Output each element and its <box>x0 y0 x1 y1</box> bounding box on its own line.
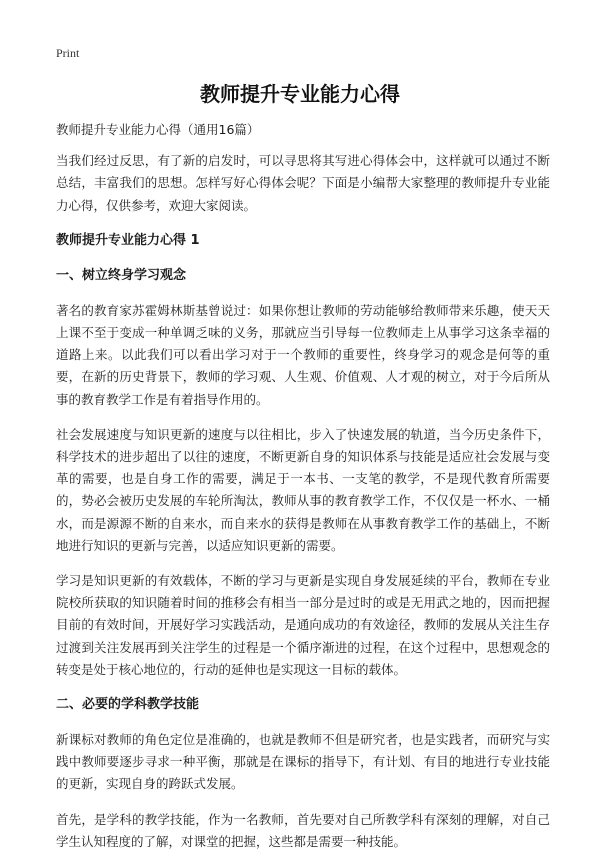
body-paragraph: 社会发展速度与知识更新的速度与以往相比，步入了快速发展的轨道，当今历史条件下，科学技术的进步超出了以往的速度，不断更新自身的知识体系与技能是适应社会发展与变革的需要，也是自身工作的需要，满足于一本书、一支笔的教学，不是现代教育所需要的，势必会被历史发展的车轮所淘汰，教师从事的教育教学工作，不仅仅是一杯水、一桶水，而是源源不断的自来水，而自来水的获得是教师在从事教育教学工作的基础上，不断地进行知识的更新与完善，以适应知识更新的需要。 <box>56 426 550 553</box>
intro-paragraph: 当我们经过反思，有了新的启发时，可以寻思将其写进心得体会中，这样就可以通过不断总结，丰富我们的思想。怎样写好心得体会呢？下面是小编帮大家整理的教师提升专业能力心得，仅供参考，欢迎大家阅读。 <box>56 153 550 213</box>
print-link[interactable]: Print <box>56 46 80 60</box>
section-heading: 二、必要的学科教学技能 <box>56 697 200 713</box>
article-heading: 教师提升专业能力心得 1 <box>56 232 200 248</box>
body-paragraph: 首先，是学科的教学技能，作为一名教师，首先要对自己所教学科有深刻的理解，对自己学生认知程度的了解，对课堂的把握，这些都是需要一种技能。 <box>56 811 550 849</box>
article-subtitle: 教师提升专业能力心得（通用16篇） <box>56 122 260 137</box>
body-paragraph: 学习是知识更新的有效载体，不断的学习与更新是实现自身发展延续的平台，教师在专业院校所获取的知识随着时间的推移会有相当一部分是过时的或是无用武之地的，因而把握目前的有效时间，开展好学习实践活动，是通向成功的有效途径，教师的发展从关注生存过渡到关注发展再到关注学生的过程是一个循序渐进的过程，在这个过程中，思想观念的转变是处于核心地位的，行动的延伸也是实现这一目标的载体。 <box>56 573 550 677</box>
body-paragraph: 新课标对教师的角色定位是准确的，也就是教师不但是研究者，也是实践者，而研究与实践中教师要逐步寻求一种平衡，那就是在课标的指导下，有计划、有目的地进行专业技能的更新，实现自身的跨跃式发展。 <box>56 732 550 792</box>
section-heading: 一、树立终身学习观念 <box>56 267 187 283</box>
page-title: 教师提升专业能力心得 <box>200 82 400 106</box>
article-body <box>56 119 550 866</box>
body-paragraph: 著名的教育家苏霍姆林斯基曾说过：如果你想让教师的劳动能够给教师带来乐趣，使天天上课不至于变成一种单调乏味的义务，那就应当引导每一位教师走上从事学习这条幸福的道路上来。以此我们可以看出学习对于一个教师的重要性，终身学习的观念是何等的重要，在新的历史背景下，教师的学习观、人生观、价值观、人才观的树立，对于今后所从事的教育教学工作是有着指导作用的。 <box>56 302 550 407</box>
